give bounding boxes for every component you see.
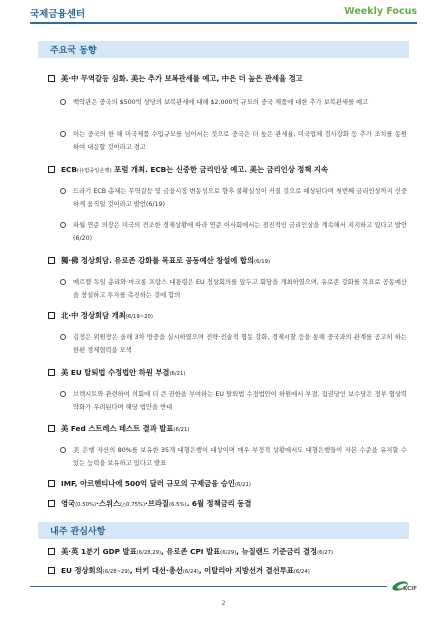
bullet-circle-icon — [60, 447, 66, 453]
checkbox-square-icon — [48, 75, 55, 82]
sub-item: 美 은행 자산의 80%를 보유한 35개 대형은행이 대상이며 매우 부정적 상황에서도 대형은행들이 자본 수준을 유지할 수 있는 능력을 보유하고 있다고 발표 — [60, 444, 407, 470]
checkbox-square-icon — [48, 425, 55, 432]
checkbox-square-icon — [48, 257, 55, 264]
list-item: 獨·佛 정상회담. 유로존 강화를 목표로 공동예산 창설에 합의(6/19) — [48, 256, 411, 267]
header-divider — [30, 22, 417, 24]
checkbox-square-icon — [48, 369, 55, 376]
checkbox-square-icon — [48, 548, 55, 555]
section-title: 내주 관심사항 — [50, 527, 106, 537]
bullet-circle-icon — [60, 131, 66, 137]
list-item: 美 EU 탈퇴법 수정법안 하원 부결(6/21) — [48, 368, 411, 379]
list-item: 美·英 1분기 GDP 발표(6/28,29), 유로존 CPI 발표(6/29), 뉴질랜드 기준금리 결정(6/27) — [48, 547, 411, 558]
footer-logo-text: KCIF — [403, 586, 417, 592]
sub-item: 이는 중국의 한 해 미국제품 수입규모를 넘어서는 것으로 중국은 더 높은 관세율, 미국업체 검사강화 등 추가 조치를 동원하여 대응할 것이라고 경고 — [60, 128, 407, 154]
page-header — [30, 6, 417, 22]
section-title: 주요국 동향 — [50, 46, 97, 56]
section-header-domestic — [38, 522, 409, 539]
checkbox-square-icon — [48, 166, 55, 173]
bullet-circle-icon — [60, 188, 66, 194]
checkbox-square-icon — [48, 480, 55, 487]
footer-divider — [30, 586, 387, 587]
sub-item: 백악관은 중국의 $500억 상당의 보복관세에 대해 $2,000억 규모의 중국 제품에 대한 추가 보복관세를 예고 — [60, 96, 407, 122]
sub-item: 메르켈 독일 총리와 마크롱 프랑스 대통령은 EU 정상회의를 앞두고 회담을 개최하였으며, 유로존 강화를 목표로 공동예산을 창설하고 투자를 촉진하는 것에 합의 — [60, 276, 407, 302]
bullet-circle-icon — [60, 334, 66, 340]
checkbox-square-icon — [48, 312, 55, 319]
org-name: 국제금융센터 — [30, 9, 86, 20]
list-item: 美·中 무역갈등 심화. 美는 추가 보복관세를 예고, 中은 더 높은 관세율 경고 — [48, 74, 411, 84]
list-item: 영국(0.50%)·스위스(△0.75%)·브라질(6.5%). 6월 정책금리 동결 — [48, 499, 411, 510]
list-item: 北·中 정상회담 개최(6/19~20) — [48, 311, 411, 322]
sub-item: 김정은 위원장은 올해 3차 방중을 실시하였으며 전략·전술적 협동 강화, 경제시찰 등을 통해 중국과의 관계를 공고히 하는 한편 경제협력을 모색 — [60, 331, 407, 357]
list-item: EU 정상회의(6/28~29), 터키 대선·총선(6/24), 이탈리아 지방선거 결선투표(6/24) — [48, 566, 411, 577]
bullet-circle-icon — [60, 99, 66, 105]
bullet-circle-icon — [60, 279, 66, 285]
list-item: IMF, 아르헨티나에 500억 달러 규모의 구제금융 승인(6/21) — [48, 479, 411, 490]
list-item: 美 Fed 스트레스 테스트 결과 발표(6/21) — [48, 424, 411, 435]
publication-title: Weekly Focus — [344, 6, 417, 17]
page-number: 2 — [221, 600, 226, 607]
sub-item: 브렉시트와 관련하여 의회에 더 큰 권한을 부여하는 EU 탈퇴법 수정법안이 하원에서 부결. 집권당인 보수당은 정부 협상력 약화가 우려된다며 해당 법안을 반대 — [60, 388, 407, 414]
bullet-circle-icon — [60, 391, 66, 397]
checkbox-square-icon — [48, 567, 55, 574]
checkbox-square-icon — [48, 500, 55, 507]
bullet-circle-icon — [60, 222, 66, 228]
section-header-main — [38, 41, 409, 58]
sub-item: 파월 연준 의장은 미국의 견조한 경제상황에 따라 연준 이사회에서는 점진적인 금리인상을 계속해서 지지하고 있다고 발언(6/20) — [60, 219, 407, 245]
list-item: ECB(유럽중앙은행) 포럼 개최. ECB는 신중한 금리인상 예고. 美는 금리인상 정책 지속 — [48, 165, 411, 176]
sub-item: 드라기 ECB 총재는 무역갈등 및 금융시장 변동성으로 향후 불확실성이 커질 것으로 예상된다며 첫번째 금리인상까지 신중하게 움직일 것이라고 발언(6/19) — [60, 185, 407, 211]
